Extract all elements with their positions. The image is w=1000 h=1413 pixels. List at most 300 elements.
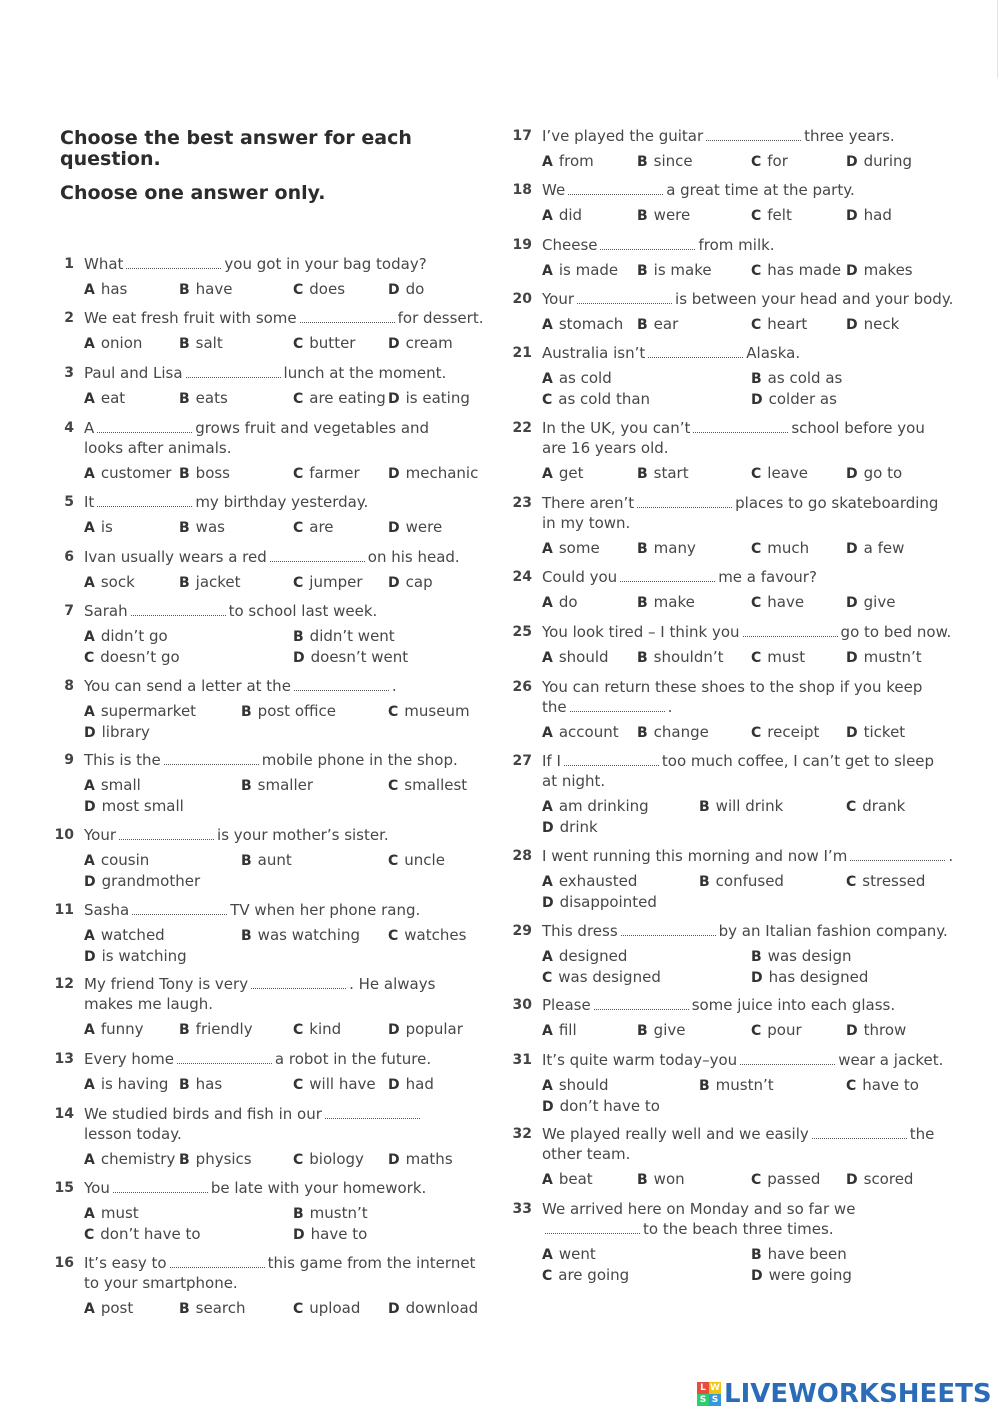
option-letter: A — [542, 263, 553, 279]
option-text: didn’t go — [100, 627, 168, 645]
option-b[interactable] — [699, 1075, 774, 1096]
option-d[interactable] — [84, 871, 200, 892]
option-text: had — [863, 206, 892, 224]
option-text: heart — [767, 315, 808, 333]
question-number: 18 — [512, 182, 532, 198]
option-letter: B — [637, 466, 648, 482]
option-b[interactable] — [241, 850, 292, 871]
option-b[interactable] — [637, 722, 709, 743]
option-letter: B — [637, 263, 648, 279]
option-c[interactable] — [388, 775, 467, 796]
option-letter: D — [846, 1023, 858, 1039]
option-c[interactable] — [542, 1265, 629, 1286]
answer-blank[interactable] — [97, 493, 192, 507]
question-text-after: lunch at the moment. — [283, 364, 447, 382]
option-text: download — [405, 1299, 479, 1317]
question-19 — [510, 235, 980, 285]
option-c[interactable] — [751, 647, 805, 668]
option-c[interactable] — [751, 463, 808, 484]
option-a[interactable] — [542, 314, 623, 335]
answer-blank[interactable] — [119, 826, 214, 840]
option-b[interactable] — [179, 517, 225, 538]
option-c[interactable] — [293, 517, 334, 538]
option-d[interactable] — [846, 647, 922, 668]
option-d[interactable] — [388, 279, 424, 300]
option-b[interactable] — [751, 1244, 847, 1265]
question-text-before: We studied birds and fish in our — [84, 1105, 322, 1123]
answer-blank[interactable] — [577, 290, 672, 304]
question-text-after: by an Italian fashion company. — [718, 922, 948, 940]
question-text — [542, 1124, 947, 1164]
answer-blank[interactable] — [113, 1179, 208, 1193]
option-letter: C — [846, 799, 857, 815]
option-a[interactable] — [84, 1203, 139, 1224]
option-d[interactable] — [846, 151, 912, 172]
question-number: 24 — [512, 569, 532, 585]
question-text — [542, 1199, 947, 1239]
option-c[interactable] — [751, 260, 841, 281]
answer-blank[interactable] — [706, 127, 801, 141]
option-a[interactable] — [542, 463, 583, 484]
option-text: since — [653, 152, 693, 170]
question-text — [542, 180, 972, 200]
option-letter: B — [637, 725, 648, 741]
answer-blank[interactable] — [743, 623, 838, 637]
question-26 — [510, 677, 955, 747]
option-b[interactable] — [179, 463, 230, 484]
question-text — [542, 846, 972, 866]
option-b[interactable] — [241, 925, 360, 946]
option-letter: C — [542, 392, 553, 408]
question-32 — [510, 1124, 955, 1194]
option-letter: C — [751, 263, 762, 279]
answer-blank[interactable] — [812, 1125, 907, 1139]
option-b[interactable] — [179, 1074, 222, 1095]
option-c[interactable] — [542, 389, 650, 410]
question-text-after: from milk. — [698, 236, 775, 254]
answer-blank[interactable] — [740, 1051, 835, 1065]
option-letter: D — [388, 1301, 400, 1317]
option-c[interactable] — [846, 871, 925, 892]
question-text-after: be late with your homework. — [210, 1179, 427, 1197]
option-d[interactable] — [542, 817, 598, 838]
option-b[interactable] — [637, 463, 689, 484]
option-c[interactable] — [846, 1075, 919, 1096]
option-letter: A — [542, 949, 553, 965]
option-d[interactable] — [846, 1169, 913, 1190]
option-d[interactable] — [84, 946, 187, 967]
answer-blank[interactable] — [251, 975, 346, 989]
question-text-before: You can send a letter at the — [84, 677, 291, 695]
question-text — [84, 1104, 469, 1144]
option-a[interactable] — [542, 647, 609, 668]
option-a[interactable] — [542, 1169, 593, 1190]
question-text-before: Ivan usually wears a red — [84, 548, 267, 566]
option-b[interactable] — [179, 1298, 246, 1319]
option-letter: B — [179, 520, 190, 536]
option-d[interactable] — [388, 333, 453, 354]
option-d[interactable] — [542, 892, 657, 913]
option-b[interactable] — [179, 333, 223, 354]
option-a[interactable] — [84, 517, 113, 538]
question-text — [84, 418, 464, 458]
option-c[interactable] — [388, 925, 466, 946]
answer-blank[interactable] — [620, 568, 715, 582]
logo-tile: S — [697, 1394, 709, 1406]
option-d[interactable] — [846, 463, 902, 484]
answer-blank[interactable] — [621, 922, 716, 936]
option-c[interactable] — [293, 1149, 364, 1170]
option-text: farmer — [309, 464, 360, 482]
option-letter: A — [84, 1301, 95, 1317]
option-letter: C — [293, 466, 304, 482]
option-c[interactable] — [751, 538, 809, 559]
option-b[interactable] — [637, 151, 693, 172]
option-c[interactable] — [293, 279, 345, 300]
answer-blank[interactable] — [126, 255, 221, 269]
option-d[interactable] — [388, 463, 478, 484]
option-text: should — [558, 1076, 609, 1094]
answer-blank[interactable] — [545, 1220, 640, 1234]
option-letter: C — [293, 336, 304, 352]
option-letter: D — [751, 392, 763, 408]
option-text: stomach — [558, 315, 624, 333]
answer-blank[interactable] — [564, 752, 659, 766]
option-d[interactable] — [388, 572, 433, 593]
option-d[interactable] — [846, 592, 895, 613]
option-letter: B — [179, 575, 190, 591]
option-b[interactable] — [293, 626, 395, 647]
option-text: small — [100, 776, 141, 794]
question-number: 32 — [512, 1126, 532, 1142]
question-text-after: some juice into each glass. — [691, 996, 896, 1014]
option-c[interactable] — [542, 967, 661, 988]
option-a[interactable] — [542, 205, 582, 226]
option-b[interactable] — [179, 1019, 253, 1040]
question-18 — [510, 180, 980, 230]
question-text-before: I went running this morning and now I’m — [542, 847, 848, 865]
question-text — [84, 1178, 514, 1198]
answer-blank[interactable] — [164, 751, 259, 765]
liveworksheets-logo — [697, 1378, 992, 1410]
option-letter: B — [637, 595, 648, 611]
option-a[interactable] — [542, 1075, 609, 1096]
option-letter: B — [241, 778, 252, 794]
question-21 — [510, 343, 980, 414]
question-text — [84, 676, 514, 696]
option-letter: C — [751, 466, 762, 482]
option-text: mustn’t — [863, 648, 922, 666]
option-d[interactable] — [293, 647, 408, 668]
option-letter: A — [542, 1247, 553, 1263]
answer-blank[interactable] — [570, 698, 665, 712]
option-c[interactable] — [751, 1169, 820, 1190]
option-c[interactable] — [751, 151, 788, 172]
option-c[interactable] — [293, 1019, 341, 1040]
option-text: maths — [405, 1150, 453, 1168]
option-letter: B — [751, 371, 762, 387]
answer-blank[interactable] — [132, 901, 227, 915]
answer-blank[interactable] — [131, 602, 226, 616]
option-c[interactable] — [388, 850, 445, 871]
option-text: post — [100, 1299, 134, 1317]
option-a[interactable] — [542, 260, 618, 281]
option-b[interactable] — [179, 572, 241, 593]
option-b[interactable] — [637, 314, 678, 335]
question-16 — [52, 1253, 487, 1323]
answer-blank[interactable] — [648, 344, 743, 358]
option-d[interactable] — [846, 314, 899, 335]
answer-blank[interactable] — [186, 364, 281, 378]
answer-blank[interactable] — [850, 847, 945, 861]
option-d[interactable] — [846, 260, 913, 281]
option-c[interactable] — [293, 463, 360, 484]
option-a[interactable] — [542, 946, 627, 967]
question-text-before: In the UK, you can’t — [542, 419, 691, 437]
option-d[interactable] — [846, 1020, 906, 1041]
option-d[interactable] — [388, 1074, 434, 1095]
option-text: has made — [767, 261, 842, 279]
option-letter: D — [846, 466, 858, 482]
option-d[interactable] — [388, 1149, 453, 1170]
question-23 — [510, 493, 955, 563]
option-a[interactable] — [84, 1019, 144, 1040]
option-text: eats — [195, 389, 228, 407]
option-b[interactable] — [699, 796, 783, 817]
option-c[interactable] — [846, 796, 905, 817]
option-a[interactable] — [542, 368, 612, 389]
option-letter: A — [542, 541, 553, 557]
option-letter: D — [388, 520, 400, 536]
option-c[interactable] — [388, 701, 470, 722]
question-text-after: me a favour? — [718, 568, 817, 586]
answer-blank[interactable] — [600, 236, 695, 250]
answer-blank[interactable] — [568, 181, 663, 195]
option-d[interactable] — [388, 1298, 478, 1319]
answer-blank[interactable] — [325, 1105, 420, 1119]
option-d[interactable] — [84, 796, 184, 817]
question-number: 7 — [64, 603, 74, 619]
option-d[interactable] — [846, 205, 892, 226]
option-b[interactable] — [751, 946, 851, 967]
question-text — [542, 289, 972, 309]
answer-blank[interactable] — [294, 677, 389, 691]
option-d[interactable] — [542, 1096, 660, 1117]
option-c[interactable] — [751, 592, 804, 613]
option-d[interactable] — [388, 517, 442, 538]
option-letter: D — [846, 595, 858, 611]
option-b[interactable] — [637, 260, 712, 281]
option-a[interactable] — [542, 592, 578, 613]
option-d[interactable] — [751, 967, 868, 988]
option-b[interactable] — [637, 1020, 685, 1041]
option-a[interactable] — [84, 775, 141, 796]
option-c[interactable] — [293, 572, 362, 593]
option-a[interactable] — [84, 572, 135, 593]
question-number: 31 — [512, 1052, 532, 1068]
option-b[interactable] — [637, 592, 695, 613]
option-d[interactable] — [751, 389, 837, 410]
option-a[interactable] — [84, 701, 196, 722]
option-b[interactable] — [241, 701, 336, 722]
option-text: have been — [767, 1245, 847, 1263]
option-c[interactable] — [751, 1020, 802, 1041]
option-c[interactable] — [293, 1074, 376, 1095]
option-b[interactable] — [179, 279, 232, 300]
option-b[interactable] — [637, 205, 690, 226]
option-b[interactable] — [637, 1169, 685, 1190]
question-text-after: on his head. — [367, 548, 460, 566]
option-d[interactable] — [293, 1224, 367, 1245]
question-number: 3 — [64, 365, 74, 381]
option-a[interactable] — [84, 1074, 168, 1095]
question-number: 4 — [64, 420, 74, 436]
answer-blank[interactable] — [170, 1254, 265, 1268]
option-b[interactable] — [751, 368, 842, 389]
answer-blank[interactable] — [637, 494, 732, 508]
answer-blank[interactable] — [97, 419, 192, 433]
question-number: 14 — [54, 1106, 74, 1122]
option-text: as cold as — [767, 369, 843, 387]
option-letter: A — [84, 391, 95, 407]
option-b[interactable] — [179, 1149, 252, 1170]
option-c[interactable] — [293, 388, 386, 409]
option-text: was designed — [558, 968, 661, 986]
answer-blank[interactable] — [693, 419, 788, 433]
answer-blank[interactable] — [270, 548, 365, 562]
question-text-after: is between your head and your body. — [675, 290, 954, 308]
option-letter: A — [542, 799, 553, 815]
answer-blank[interactable] — [594, 996, 689, 1010]
option-d[interactable] — [751, 1265, 852, 1286]
option-letter: D — [846, 317, 858, 333]
question-text-after: three years. — [804, 127, 895, 145]
option-a[interactable] — [542, 871, 637, 892]
question-text — [542, 622, 972, 642]
option-text: supermarket — [100, 702, 197, 720]
option-text: pour — [767, 1021, 802, 1039]
option-d[interactable] — [846, 722, 905, 743]
option-a[interactable] — [542, 722, 619, 743]
option-d[interactable] — [84, 722, 150, 743]
option-a[interactable] — [84, 850, 149, 871]
option-c[interactable] — [293, 333, 355, 354]
option-text: drank — [862, 797, 906, 815]
question-text — [84, 254, 514, 274]
option-c[interactable] — [84, 1224, 201, 1245]
question-number: 26 — [512, 679, 532, 695]
question-text-after: for dessert. — [397, 309, 484, 327]
answer-blank[interactable] — [300, 309, 395, 323]
question-number: 12 — [54, 976, 74, 992]
question-text-before: It — [84, 493, 95, 511]
option-d[interactable] — [388, 1019, 463, 1040]
question-text-before: It’s easy to — [84, 1254, 167, 1272]
option-a[interactable] — [542, 151, 594, 172]
question-text-after: too much coffee, I can’t get to sleep at night. — [542, 752, 935, 790]
option-letter: D — [846, 208, 858, 224]
option-b[interactable] — [293, 1203, 368, 1224]
question-text-before: Australia isn’t — [542, 344, 646, 362]
option-b[interactable] — [179, 388, 228, 409]
question-text-before: This is the — [84, 751, 161, 769]
option-letter: D — [84, 949, 96, 965]
option-a[interactable] — [542, 538, 600, 559]
option-b[interactable] — [241, 775, 313, 796]
question-text — [84, 1253, 479, 1293]
option-c[interactable] — [751, 722, 819, 743]
option-text: library — [101, 723, 150, 741]
option-text: stressed — [862, 872, 926, 890]
option-c[interactable] — [84, 647, 180, 668]
option-text: beat — [558, 1170, 593, 1188]
option-letter: B — [241, 704, 252, 720]
option-text: am drinking — [558, 797, 649, 815]
option-letter: D — [846, 541, 858, 557]
option-letter: D — [388, 466, 400, 482]
option-letter: B — [293, 629, 304, 645]
option-text: drink — [559, 818, 598, 836]
option-text: have to — [862, 1076, 919, 1094]
option-text: were going — [768, 1266, 852, 1284]
option-a[interactable] — [542, 1244, 596, 1265]
option-a[interactable] — [84, 626, 168, 647]
question-number: 22 — [512, 420, 532, 436]
option-c[interactable] — [751, 314, 807, 335]
option-a[interactable] — [542, 1020, 577, 1041]
option-a[interactable] — [84, 333, 142, 354]
option-b[interactable] — [699, 871, 784, 892]
question-number: 9 — [64, 752, 74, 768]
option-a[interactable] — [84, 925, 165, 946]
option-a[interactable] — [84, 1149, 175, 1170]
option-a[interactable] — [542, 796, 649, 817]
option-a[interactable] — [84, 388, 125, 409]
option-text: kind — [309, 1020, 342, 1038]
option-letter: A — [542, 595, 553, 611]
option-d[interactable] — [846, 538, 904, 559]
option-text: some — [558, 539, 600, 557]
option-a[interactable] — [84, 1298, 133, 1319]
option-letter: A — [542, 874, 553, 890]
option-text: much — [767, 539, 810, 557]
option-text: for — [767, 152, 788, 170]
option-text: are going — [558, 1266, 630, 1284]
option-text: has designed — [768, 968, 869, 986]
question-number: 10 — [54, 827, 74, 843]
option-c[interactable] — [751, 205, 792, 226]
question-text-before: You look tired – I think you — [542, 623, 740, 641]
option-text: shouldn’t — [653, 648, 724, 666]
option-a[interactable] — [84, 463, 171, 484]
option-b[interactable] — [637, 647, 724, 668]
option-text: colder as — [768, 390, 837, 408]
option-text: makes — [863, 261, 913, 279]
option-text: aunt — [257, 851, 292, 869]
answer-blank[interactable] — [177, 1050, 272, 1064]
option-a[interactable] — [84, 279, 127, 300]
option-text: boss — [195, 464, 231, 482]
question-text-after: the other team. — [542, 1125, 935, 1163]
option-b[interactable] — [637, 538, 696, 559]
option-d[interactable] — [388, 388, 470, 409]
option-c[interactable] — [293, 1298, 360, 1319]
option-letter: C — [751, 541, 762, 557]
option-text: do — [558, 593, 578, 611]
question-1 — [52, 254, 522, 304]
question-28 — [510, 846, 980, 917]
option-letter: C — [751, 595, 762, 611]
